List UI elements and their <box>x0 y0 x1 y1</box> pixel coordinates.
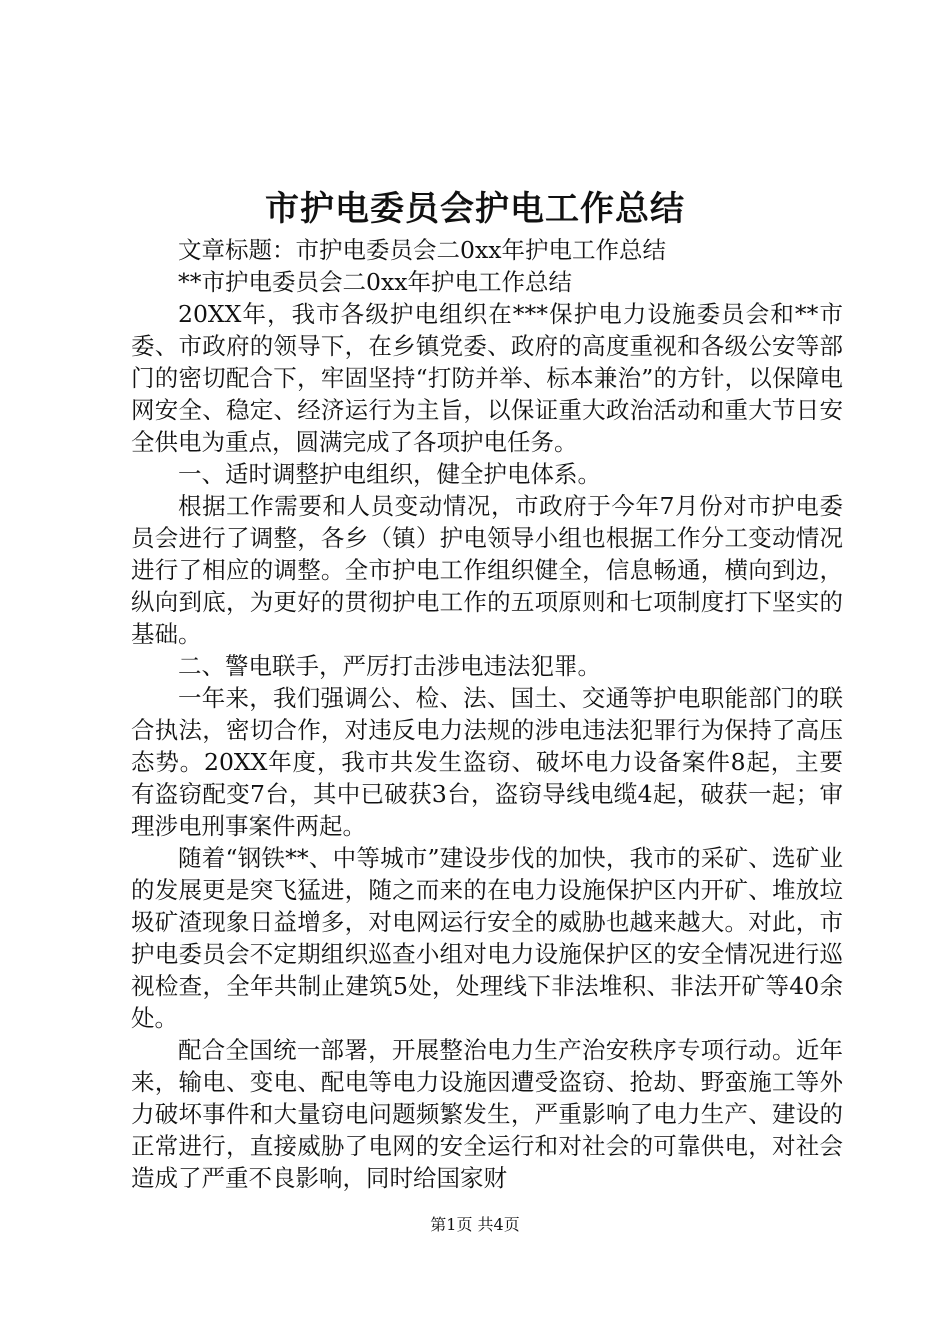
page-footer: 第1页 共4页 <box>430 1215 520 1234</box>
section-heading-1: 一、适时调整护电组织，健全护电体系。 <box>178 460 601 488</box>
paragraph-section-2a: 一年来，我们强调公、检、法、国土、交通等护电职能部门的联合执法，密切合作，对违反电力法规的涉电违法犯罪行为保持了高压态势。20XX年度，我市共发生盗窃、破坏电力设备案件8起，主要有盗窃配变7台，其中已破获3台，盗窃导线电缆4起，破获一起；审理涉电刑事案件两起。 <box>131 684 843 840</box>
paragraph-article-title: 文章标题：市护电委员会二0xx年护电工作总结 <box>178 236 666 264</box>
paragraph-section-2b: 随着“钢铁**、中等城市”建设步伐的加快，我市的采矿、选矿业的发展更是突飞猛进，随之而来的在电力设施保护区内开矿、堆放垃圾矿渣现象日益增多，对电网运行安全的威胁也越来越大。对此，市护电委员会不定期组织巡查小组对电力设施保护区的安全情况进行巡视检查，全年共制止建筑5处，处理线下非法堆积、非法开矿等40余处。 <box>131 844 843 1032</box>
paragraph-section-2c: 配合全国统一部署，开展整治电力生产治安秩序专项行动。近年来，输电、变电、配电等电力设施因遭受盗窃、抢劫、野蛮施工等外力破坏事件和大量窃电问题频繁发生，严重影响了电力生产、建设的正常进行，直接威胁了电网的安全运行和对社会的可靠供电，对社会造成了严重不良影响，同时给国家财 <box>131 1036 843 1192</box>
paragraph-intro: 20XX年，我市各级护电组织在***保护电力设施委员会和**市委、市政府的领导下，在乡镇党委、政府的高度重视和各级公安等部门的密切配合下，牢固坚持“打防并举、标本兼治”的方针，以保障电网安全、稳定、经济运行为主旨，以保证重大政治活动和重大节日安全供电为重点，圆满完成了各项护电任务。 <box>131 300 843 456</box>
document-title: 市护电委员会护电工作总结 <box>265 189 685 229</box>
section-heading-2: 二、警电联手，严厉打击涉电违法犯罪。 <box>178 652 601 680</box>
paragraph-section-1: 根据工作需要和人员变动情况，市政府于今年7月份对市护电委员会进行了调整，各乡（镇）护电领导小组也根据工作分工变动情况进行了相应的调整。全市护电工作组织健全，信息畅通，横向到边，纵向到底，为更好的贯彻护电工作的五项原则和七项制度打下坚实的基础。 <box>131 492 843 648</box>
document-body <box>131 234 843 1194</box>
paragraph-subtitle: **市护电委员会二0xx年护电工作总结 <box>178 268 572 296</box>
